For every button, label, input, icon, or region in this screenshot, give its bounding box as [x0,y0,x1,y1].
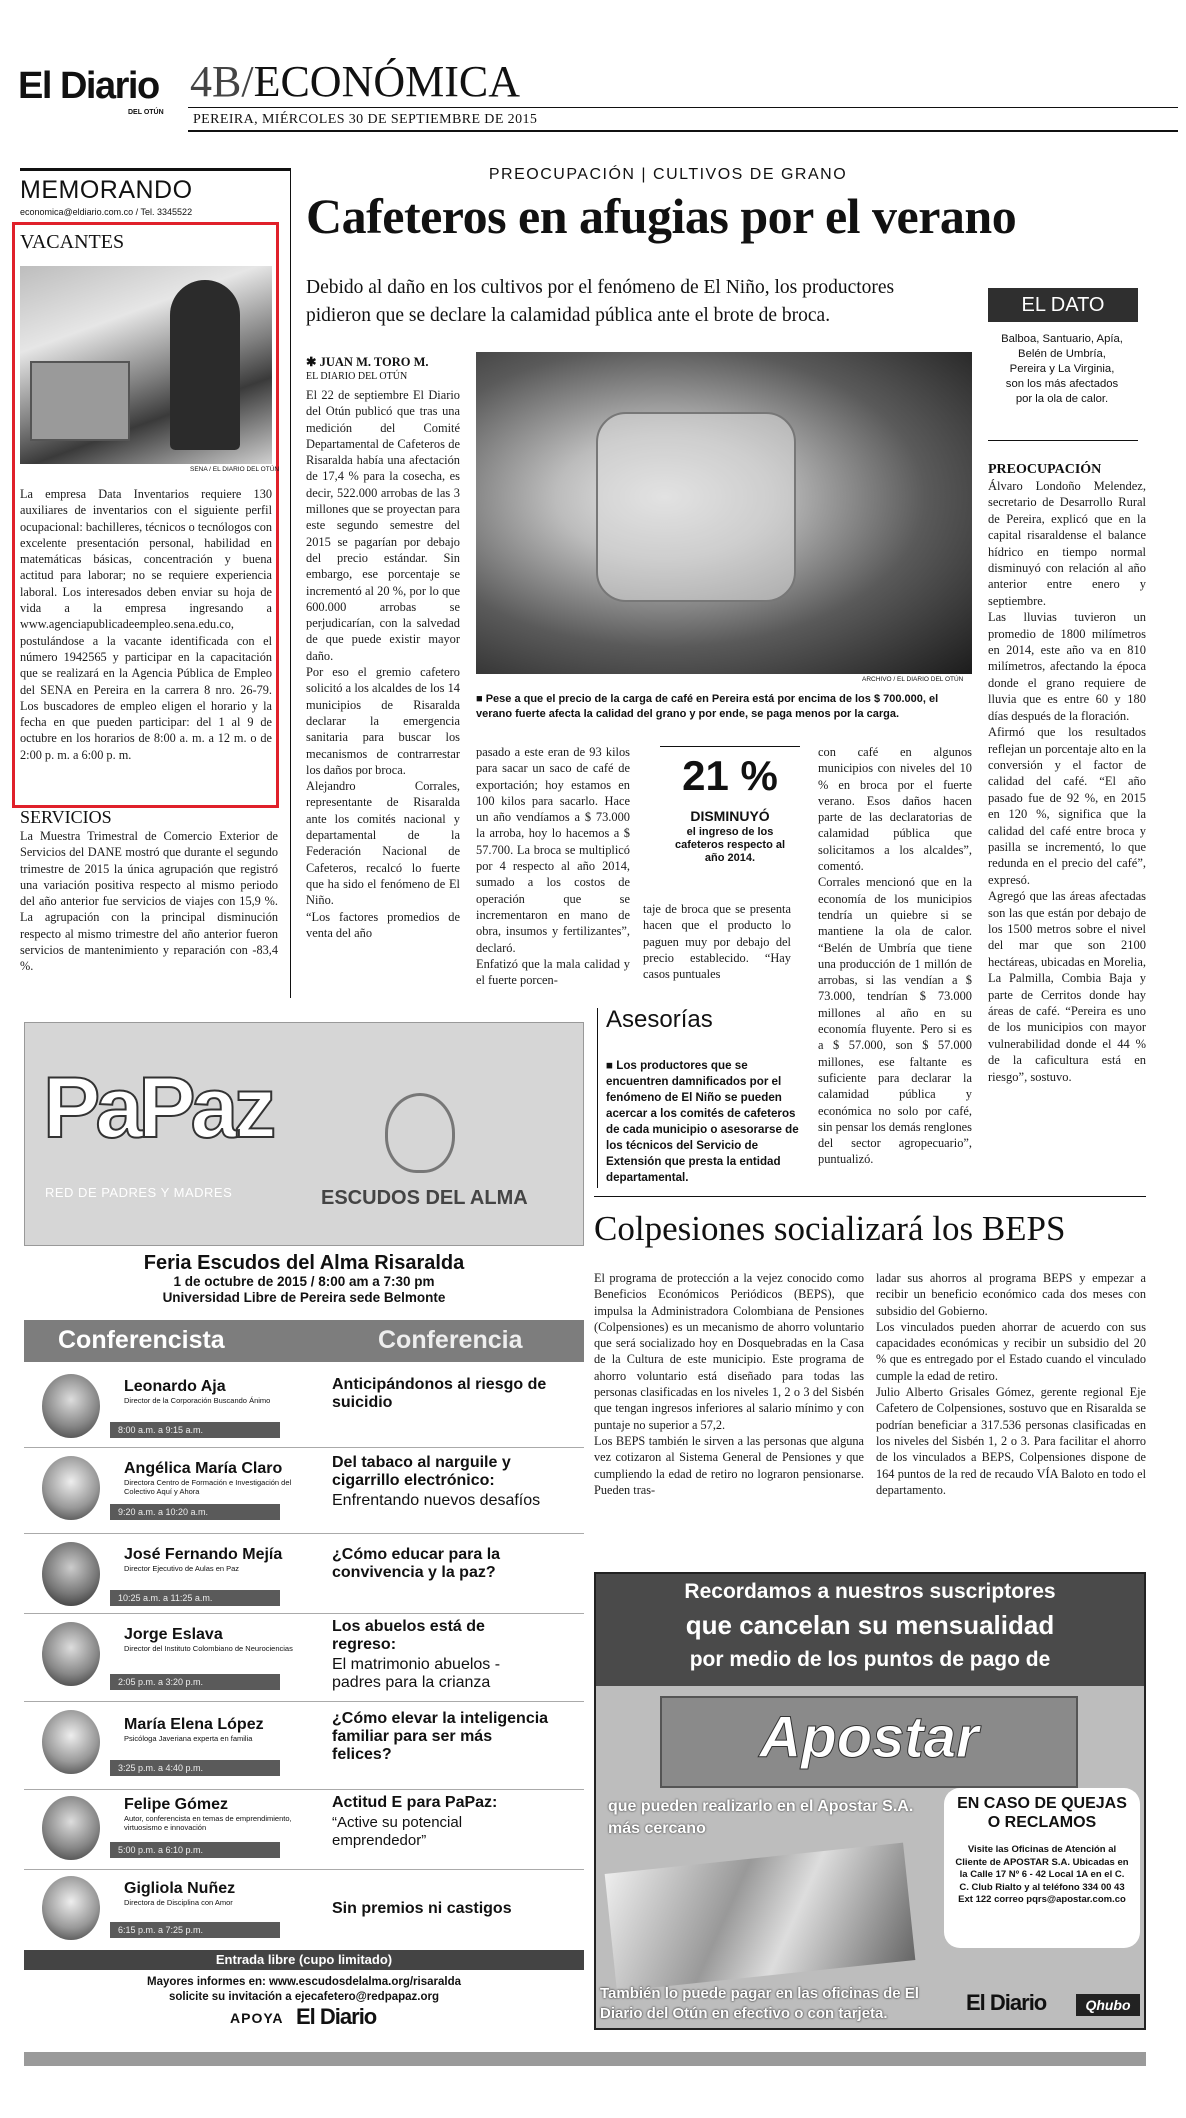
speaker-time: 2:05 p.m. a 3:20 p.m. [110,1674,280,1690]
el-dato-text: Balboa, Santuario, Apía, Belén de Umbría, Pereira y La Virginia, son los más afectados por la ola de calor. [1001,333,1123,405]
apostar-realize: que pueden realizarlo en el Apostar S.A. más cercano [608,1798,914,1837]
speaker-talk: Anticipándonos al riesgo de suicidio [332,1376,547,1411]
right-article-text: Álvaro Londoño Melendez, secretario de Desarrollo Rural de Pereira, explicó que en la capital risaraldense el balance hídrico en tiempo normal disminuyó con relación al año anterior entre enero y septiembre. Las lluvias tuvieron un promedio de 1800 milímetros en 2014, este año va en 810 milímetros, afectando la época donde el grano requiere de lluvia que es entre 60 y 180 días después de la floración. Afirmó que los resultados reflejan un porcentaje alto en la conversión y el factor de calidad del café. “El año pasado fue de 92 %, en 2015 en 120 %, significa que la calidad del café entre broca y pasilla se incrementó, lo que redunda en el precio del café”, expresó. Agregó que las áreas afectadas son las que están por debajo de los 1500 metros sobre el nivel del mar que son 2100 hectáreas, ubicadas en Morelia, La Palmilla, Combia Baja y parte de Cerritos donde hay áreas de café. “Pereira es uno de los municipios con mayor vulnerabilidad donde el 44 % de la caficultura está en riesgo”, sostuvo. [988,479,1146,1084]
quejas-box [944,1788,1140,1948]
speaker-row [24,1614,584,1702]
quejas-text: Visite las Oficinas de Atención al Cliente de APOSTAR S.A. Ubicadas en la Calle 17 Nº 6 - 42 Local 1A en el C. C. Club Rialto y al teléfono 334 00 43 Ext 122 correo pqrs@apostar.com.co [955,1844,1129,1905]
photo-caption-text: Pese a que el precio de la carga de café en Pereira está por encima de los $ 700.000, el verano fuerte afecta la calidad del grano y por ende, se paga menos por la carga. [476,693,939,720]
speaker-avatar [42,1796,100,1860]
right-subhead: PREOCUPACIÓN [988,462,1102,477]
info-line-2: solicite su invitación a ejecafetero@redpapaz.org [168,1991,440,2003]
vacantes-photo [20,266,272,464]
stat-value: 21 % [682,752,778,799]
speaker-talk-sub: Enfrentando nuevos desafíos [332,1492,541,1509]
speaker-talk-sub: “Active su potencial emprendedor” [332,1814,463,1849]
papaz-sub: RED DE PADRES Y MADRES [45,1185,233,1200]
apostar-footer: También lo puede pagar en las oficinas de El Diario del Otún en efectivo o con tarjeta. [600,1985,919,2022]
byline-org: EL DIARIO DEL OTÚN [306,371,408,382]
machine-shape [30,361,130,441]
apostar-line2: que cancelan su mensualidad [685,1610,1055,1640]
speaker-time: 9:20 a.m. a 10:20 a.m. [110,1504,280,1520]
memorando-contact: economica@eldiario.com.co / Tel. 3345522 [20,207,193,217]
quejas-title: EN CASO DE QUEJAS O RECLAMOS [957,1795,1127,1831]
apoya-label: APOYA [230,2010,284,2026]
beps-col1: El programa de protección a la vejez conocido como Beneficios Económicos Periódicos (BEPS), que impulsa la Administradora Colombiana de Pensiones (Colpensiones) es un mecanismo de ahorro voluntario que será socializado hoy en Dosquebradas en la Casa de la Cultura de este municipio. Este programa de ahorro voluntario está diseñado para todas las personas clasificadas en los niveles 1, 2 o 3 del Sisbén que tengan ingresos inferiores al salario mínimo y con puntaje no superior a 57,2. Los BEPS también le sirven a las personas que alguna vez cotizaron al Sistema General de Pensiones y que cumpliendo la edad de retiro no lograron pensionarse. Pueden tras- [594,1271,864,1497]
speaker-time: 6:15 p.m. a 7:25 p.m. [110,1922,280,1938]
speaker-row [24,1870,584,1946]
footer-logo-diario: El Diario [966,1990,1047,2015]
shield-heart-icon [385,1093,455,1173]
speaker-talk: ¿Cómo educar para la convivencia y la paz? [332,1546,501,1581]
speakers-list [24,1366,584,1946]
speaker-role: Director de la Corporación Buscando Ánimo [124,1396,271,1405]
newspaper-logo: El Diario [18,65,159,107]
article-col4: con café en algunos municipios con niveles del 10 % en broca por el fuerte verano. Esos daños hacen parte de las declaratorias de calamidad pública que solicitamos a los alcaldes”, comentó. Corrales mencionó que en la economía de los municipios tendría un quiebre si se mantiene la ola de calor. “Belén de Umbría que tiene una producción de 1 millón de arrobas, si las vendían a $ 73.000, tendrían $ 73.000 millones al año en su economía fluyente. Pero si es a $ 57.000, son $ 57.000 millones, ese faltante es suficiente para declarar la calamidad pública y económica no solo por café, sin pensar los demás renglones del sector agropecuario”, puntualizó. [818,745,972,1167]
speaker-avatar [42,1622,100,1686]
speaker-talk-sub: El matrimonio abuelos - padres para la crianza [332,1656,501,1691]
speaker-time: 10:25 a.m. a 11:25 a.m. [110,1590,280,1606]
speaker-row [24,1448,584,1534]
speaker-row [24,1366,584,1448]
apoya-logo: El Diario [296,2004,377,2029]
speaker-talk: Sin premios ni castigos [332,1900,512,1917]
speaker-name: Jorge Eslava [124,1626,223,1643]
apostar-logo: Apostar [759,1705,979,1770]
speaker-talk: Actitud E para PaPaz: [332,1794,498,1811]
speaker-role: Directora Centro de Formación e Investigación del Colectivo Aquí y Ahora [124,1478,292,1496]
dateline: PEREIRA, MIÉRCOLES 30 DE SEPTIEMBRE DE 2015 [193,112,538,127]
asesorias-title: Asesorías [606,1006,713,1033]
servicios-title: SERVICIOS [20,807,112,827]
speaker-row [24,1790,584,1870]
speaker-row [24,1702,584,1790]
speaker-role: Director del Instituto Colombiano de Neurociencias [124,1644,293,1653]
coffee-sack [596,412,796,602]
speaker-talk: Del tabaco al narguile y cigarrillo electrónico: [332,1454,511,1489]
feria-title: Feria Escudos del Alma Risaralda [143,1252,465,1274]
byline-name: JUAN M. TORO M. [319,355,429,369]
speaker-avatar [42,1876,100,1940]
vacantes-title: VACANTES [20,231,125,253]
vacantes-text: La empresa Data Inventarios requiere 130 auxiliares de inventarios con el siguiente perfil ocupacional: bachilleres, técnicos o tecnólogos con excelente presentación personal, habilidad en matemáticas básicas, concentración y buena actitud para laborar; no se requiere experiencia laboral. Los interesados deben enviar su hoja de vida a la empresa ingresando a www.agenciapublicadeempleo.sena.edu.co, postulándose a la vacante identificada con el número 1942565 y participar en la capacitación que se realizará en la Agencia Pública de Empleo del SENA en Pereira en la carrera 8 nro. 26-79. Los buscadores de empleo eligen el horario y la fecha en que pueden participar: del 1 al 9 de octubre en los horarios de 8:00 a. m. a 12 m. o de 2:00 p. m. a 6:00 p. m. [20,487,272,762]
speaker-name: Leonardo Aja [124,1378,226,1395]
asesorias-text: ■ Los productores que se encuentren damnificados por el fenómeno de El Niño se pueden acercar a los comités de cafeteros de cada municipio o asesorarse de los técnicos del Servicio de Extensión que presta la entidad departamental. [606,1059,799,1184]
photo-caption: ■ Pese a que el precio de la carga de café en Pereira está por encima de los $ 700.000, el verano fuerte afecta la calidad del grano y por ende, se paga menos por la carga. [476,693,939,720]
stat-label: DISMINUYÓ [690,808,770,824]
speaker-avatar [42,1456,100,1520]
speaker-role: Director Ejecutivo de Aulas en Paz [124,1564,240,1573]
feria-date: 1 de octubre de 2015 / 8:00 am a 7:30 pm [173,1274,435,1289]
papaz-banner [24,1022,584,1246]
apostar-line3: por medio de los puntos de pago de [689,1648,1051,1671]
speaker-name: Felipe Gómez [124,1796,229,1813]
speaker-name: José Fernando Mejía [124,1546,283,1563]
vacantes-photo-credit: SENA / EL DIARIO DEL OTÚN [190,466,280,473]
coffee-photo [476,352,972,674]
speaker-name: María Elena López [124,1716,264,1733]
papaz-logo: PaPaz [43,1060,272,1156]
speaker-avatar [42,1374,100,1438]
speaker-role: Psicóloga Javeriana experta en familia [124,1734,253,1743]
byline: ✱ JUAN M. TORO M. [306,355,429,369]
stat-box [660,740,800,900]
article-headline: Cafeteros en afugias por el verano [306,188,1017,244]
apostar-line1: Recordamos a nuestros suscriptores [684,1580,1056,1603]
article-deck: Debido al daño en los cultivos por el fenómeno de El Niño, los productores pidieron que se declare la calamidad pública ante el brote de broca. [306,277,895,326]
entry-banner: Entrada libre (cupo limitado) [24,1950,584,1970]
section-name: ECONÓMICA [253,57,521,106]
escudos-logo: ESCUDOS DEL ALMA [321,1187,528,1209]
info-line-1: Mayores informes en: www.escudosdelalma.org/risaralda [146,1976,461,1988]
article-kicker: PREOCUPACIÓN | CULTIVOS DE GRANO [488,166,848,183]
speaker-role: Directora de Disciplina con Amor [124,1898,233,1907]
feria-place: Universidad Libre de Pereira sede Belmonte [162,1290,446,1305]
footer-logo-qhubo: Qhubo [1076,1994,1140,2016]
newspaper-logo-sub: DEL OTÚN [128,109,164,116]
speaker-time: 8:00 a.m. a 9:15 a.m. [110,1422,280,1438]
bottom-bar [24,2052,1146,2066]
asesorias-body: Los productores que se encuentren damnificados por el fenómeno de El Niño se pueden acercar a los comités de cafeteros de cada municipio o asesorarse de los técnicos del Servicio de Extensión que presta la entidad departamental. [606,1059,799,1184]
speaker-time: 3:25 p.m. a 4:40 p.m. [110,1760,280,1776]
speaker-avatar [42,1710,100,1774]
speaker-talk: ¿Cómo elevar la inteligencia familiar para ser más felices? [332,1710,549,1763]
speaker-avatar [42,1542,100,1606]
speaker-time: 5:00 p.m. a 6:10 p.m. [110,1842,280,1858]
page-number: 4B/ [190,57,254,106]
article-col3: taje de broca que se presenta hacen que el producto lo paguen muy por debajo del precio establecido. “Hay casos puntuales [643,902,791,982]
conferences-header [24,1320,584,1362]
speaker-talk: Los abuelos está de regreso: [332,1618,485,1653]
photo-credit: ARCHIVO / EL DIARIO DEL OTÚN [862,676,964,683]
speaker-role: Autor, conferencista en temas de emprendimiento, virtuosismo e innovación [124,1814,292,1832]
speaker-name: Gigliola Nuñez [124,1880,236,1897]
memorando-title: MEMORANDO [20,176,193,204]
beps-col2: ladar sus ahorros al programa BEPS y empezar a recibir un beneficio económico cada dos meses con subsidio del Gobierno. Los vinculados pueden ahorrar de acuerdo con sus capacidades económicas y recibir un subsidio del 20 % que es entregado por el Estado cuando el vinculado cumple la edad de retiro. Julio Alberto Grisales Gómez, gerente regional Eje Cafetero de Colpensiones, sostuvo que en Risaralda se podrían beneficiar a 317.536 personas clasificadas en los niveles del Sisbén 1, 2 o 3. Para facilitar el ahorro de los vinculados a BEPS, Colpensiones dispone de 164 puntos de la red de recaudo VÍA Baloto en todo el departamento. [876,1271,1146,1497]
speaker-name: Angélica María Claro [124,1460,283,1477]
article-col2: pasado a este eran de 93 kilos para sacar un saco de café de exportación; hoy estamos en 100 kilos para sacarlo. Hace un año vendíamos a $ 73.000 la arroba, hoy lo hacemos a $ 57.700. La broca se multiplicó por 4 respecto al año 2014, sumado a los costos de operación que se incrementaron en mano de obra, insumos y fertilizantes”, declaró. Enfatizó que la mala calidad y el fuerte porcen- [476,745,630,988]
beps-headline: Colpesiones socializará los BEPS [594,1209,1066,1248]
servicios-text: La Muestra Trimestral de Comercio Exterior de Servicios del DANE mostró que durante el segundo trimestre de 2015 la única agrupación que registró una variación positiva respecto al mismo periodo del año anterior fue servicios de viajes con 15,9 %. La agrupación con la principal disminución respecto al mismo trimestre del año anterior fueron servicios de mantenimiento y reparación con -83,4 %. [20,829,278,974]
col-conferencia: Conferencia [378,1326,523,1354]
col-conferencista: Conferencista [58,1326,225,1354]
article-col1: El 22 de septiembre El Diario del Otún publicó que tras una medición del Comité Departamental de Cafeteros de Risaralda había una afectación de 17,4 % para la cosecha, es decir, 522.000 arrobas de las 3 millones que se proyectan para este segundo semestre del 2015 se pagarían por debajo del precio estándar. Sin embargo, ese porcentaje se incrementó al 20 %, por lo que 600.000 arrobas se perjudicarían, con la salvedad de que puede existir mayor daño. Por eso el gremio cafetero solicitó a los alcaldes de los 14 municipios de Risaralda declarar la emergencia sanitaria para buscar los mecanismos de contrarrestar los daños por broca. Alejandro Corrales, representante de Risaralda ante los comités nacional y departamental de la Federación Nacional de Cafeteros, recalcó lo fuerte que ha sido el fenómeno de El Niño. “Los factores promedios de venta del año [306,388,460,940]
speaker-row [24,1534,584,1614]
section-header [190,58,520,106]
person-silhouette [170,280,240,450]
el-dato-title: EL DATO [988,288,1138,322]
stat-text: el ingreso de los cafeteros respecto al año 2014. [674,826,786,864]
